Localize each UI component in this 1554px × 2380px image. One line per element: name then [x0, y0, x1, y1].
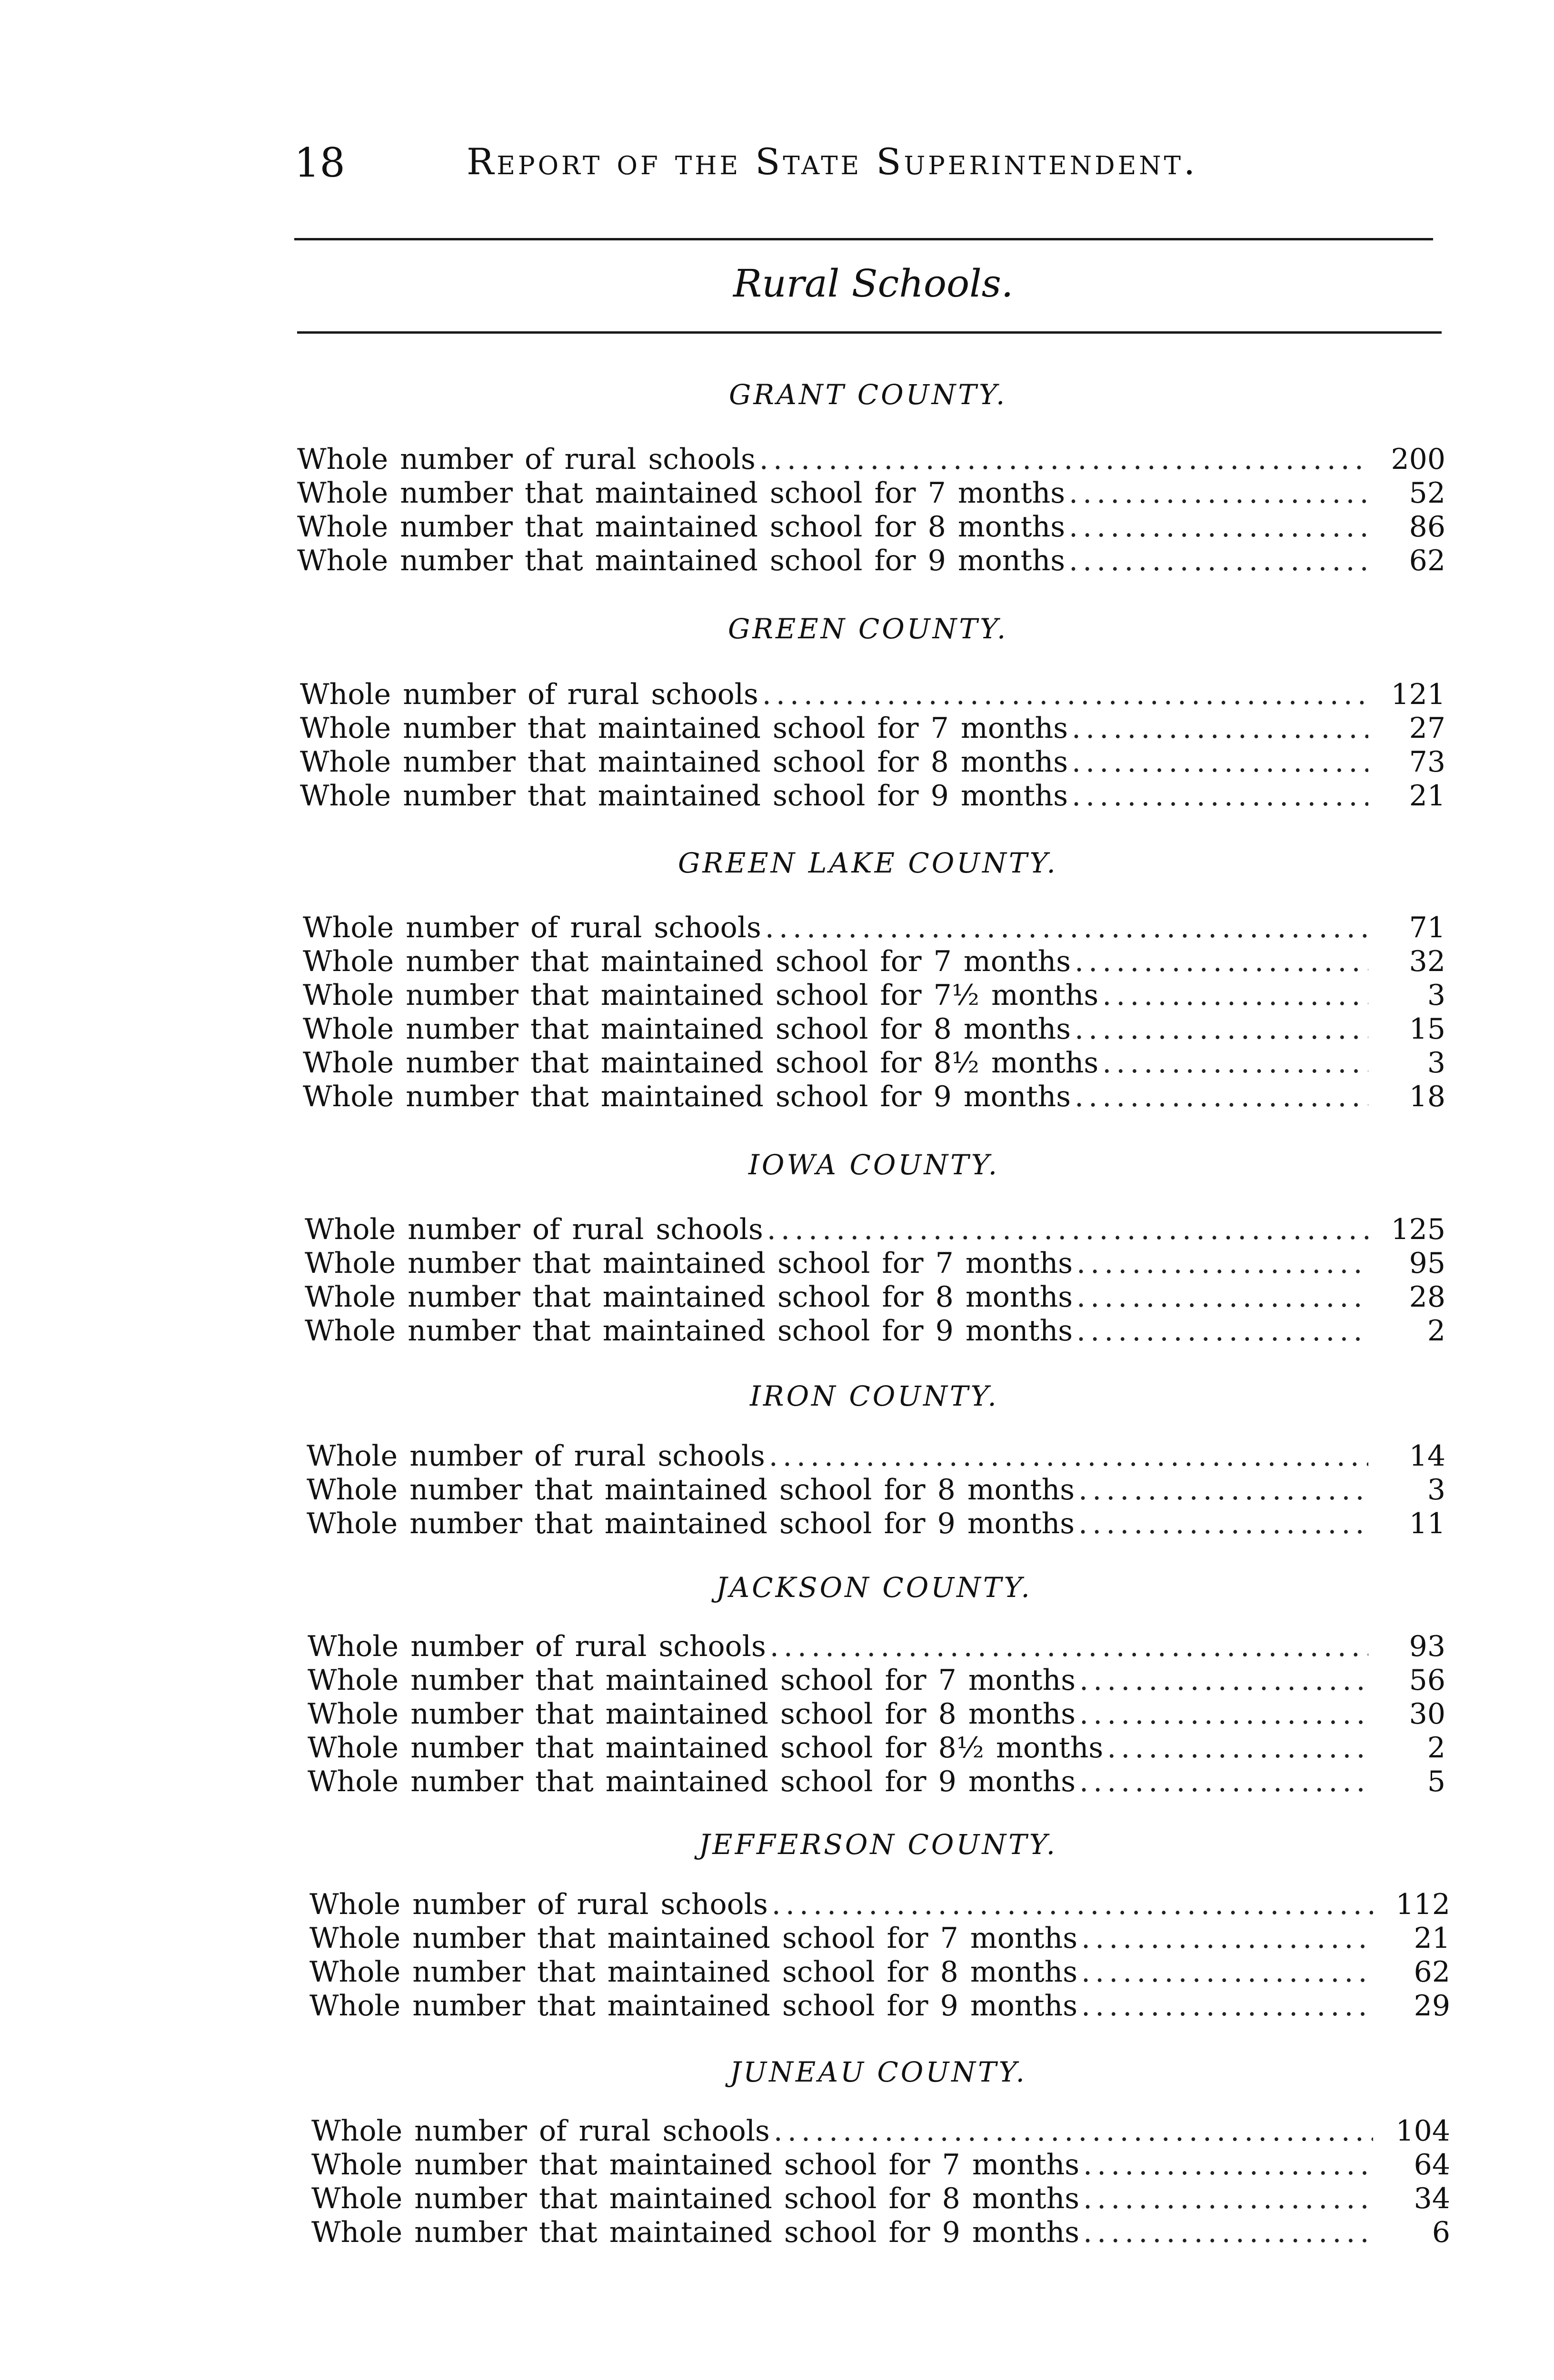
stat-label: Whole number that maintained school for 9 months: [308, 1765, 1076, 1798]
stat-label: Whole number that maintained school for 7 months: [308, 1664, 1076, 1697]
stat-row: [300, 712, 1445, 745]
stat-label: Whole number that maintained school for 9 months: [297, 544, 1066, 577]
dot-leader: [1075, 945, 1368, 978]
stat-label: Whole number that maintained school for 9 months: [300, 779, 1068, 813]
stat-row: [307, 1439, 1445, 1473]
stat-row: [305, 1213, 1445, 1246]
dot-leader: [774, 2114, 1373, 2148]
stat-row: [309, 1922, 1450, 1955]
stat-value: 2: [1427, 1314, 1445, 1348]
stat-row: [303, 979, 1445, 1012]
stat-label: Whole number that maintained school for 9 months: [303, 1080, 1071, 1113]
stat-row: [303, 945, 1445, 978]
stat-row: [305, 1314, 1445, 1348]
stat-label: Whole number that maintained school for 8½ months: [303, 1046, 1099, 1080]
dot-leader: [772, 1888, 1373, 1921]
stat-row: [303, 1080, 1445, 1113]
stat-label: Whole number that maintained school for 8 months: [297, 510, 1066, 544]
stat-row: [311, 2148, 1450, 2182]
stat-value: 32: [1409, 945, 1445, 978]
dot-leader: [769, 1439, 1368, 1473]
stat-row: [311, 2114, 1450, 2148]
stat-value: 15: [1409, 1012, 1445, 1046]
dot-leader: [1076, 1314, 1368, 1348]
dot-leader: [1083, 2182, 1373, 2215]
stat-row: [307, 1473, 1445, 1507]
dot-leader: [1075, 1012, 1368, 1046]
section-title: Rural Schools.: [733, 261, 1014, 306]
stat-row: [307, 1507, 1445, 1540]
dot-leader: [1078, 1473, 1368, 1507]
county-heading: IOWA COUNTY.: [748, 1149, 1000, 1181]
page-number: 18: [294, 139, 345, 186]
stat-label: Whole number of rural schools: [305, 1213, 763, 1246]
stat-value: 95: [1409, 1247, 1445, 1280]
stat-label: Whole number of rural schools: [303, 911, 761, 944]
top-rule: [294, 238, 1433, 240]
stat-row: [309, 1989, 1450, 2023]
dot-leader: [1069, 476, 1368, 510]
stat-value: 14: [1409, 1439, 1445, 1473]
stat-value: 121: [1391, 678, 1445, 711]
stat-value: 104: [1395, 2114, 1450, 2148]
county-heading: IRON COUNTY.: [750, 1380, 999, 1412]
stat-label: Whole number of rural schools: [311, 2114, 770, 2148]
dot-leader: [1078, 1507, 1368, 1540]
running-head: Report of the State Superintendent.: [467, 140, 1198, 183]
stat-row: [308, 1731, 1445, 1765]
county-heading: GREEN LAKE COUNTY.: [678, 847, 1058, 879]
stat-value: 21: [1414, 1922, 1450, 1955]
dot-leader: [1069, 510, 1368, 544]
stat-label: Whole number that maintained school for 8½ months: [308, 1731, 1104, 1765]
stat-label: Whole number that maintained school for 8 months: [300, 745, 1068, 779]
stat-label: Whole number that maintained school for 8 months: [309, 1955, 1078, 1989]
dot-leader: [1076, 1247, 1368, 1280]
stat-value: 11: [1409, 1507, 1445, 1540]
stat-row: [297, 510, 1445, 544]
stat-value: 86: [1409, 510, 1445, 544]
stat-value: 200: [1391, 443, 1445, 476]
stat-row: [308, 1765, 1445, 1798]
county-heading: JEFFERSON COUNTY.: [699, 1828, 1058, 1861]
stat-value: 73: [1409, 745, 1445, 779]
stat-label: Whole number that maintained school for 7 months: [303, 945, 1071, 978]
stat-value: 29: [1414, 1989, 1450, 2023]
stat-label: Whole number of rural schools: [308, 1630, 766, 1663]
stat-row: [297, 476, 1445, 510]
stat-label: Whole number of rural schools: [297, 443, 756, 476]
stat-row: [309, 1888, 1450, 1921]
stat-value: 112: [1395, 1888, 1450, 1921]
stat-value: 28: [1409, 1280, 1445, 1314]
dot-leader: [1107, 1731, 1368, 1765]
stat-label: Whole number that maintained school for 9 months: [311, 2216, 1080, 2249]
county-heading: JUNEAU COUNTY.: [730, 2056, 1027, 2088]
stat-label: Whole number that maintained school for 7½ months: [303, 979, 1099, 1012]
stat-label: Whole number that maintained school for 7 months: [305, 1247, 1073, 1280]
stat-label: Whole number that maintained school for 9 months: [305, 1314, 1073, 1348]
stat-value: 21: [1409, 779, 1445, 813]
stat-label: Whole number that maintained school for 7 months: [297, 476, 1066, 510]
stat-row: [303, 1012, 1445, 1046]
stat-label: Whole number that maintained school for 7 months: [309, 1922, 1078, 1955]
stat-row: [311, 2182, 1450, 2215]
stat-row: [305, 1280, 1445, 1314]
stat-label: Whole number that maintained school for 8 months: [305, 1280, 1073, 1314]
stat-row: [300, 678, 1445, 711]
stat-label: Whole number of rural schools: [307, 1439, 765, 1473]
stat-label: Whole number that maintained school for 7 months: [311, 2148, 1080, 2182]
stat-value: 27: [1409, 712, 1445, 745]
stat-row: [311, 2216, 1450, 2249]
dot-leader: [1079, 1697, 1368, 1731]
stat-label: Whole number of rural schools: [300, 678, 758, 711]
dot-leader: [1083, 2216, 1373, 2249]
stat-value: 62: [1414, 1955, 1450, 1989]
dot-leader: [1075, 1080, 1368, 1113]
dot-leader: [1079, 1765, 1368, 1798]
stat-value: 6: [1432, 2216, 1450, 2249]
dot-leader: [1076, 1280, 1368, 1314]
stat-label: Whole number that maintained school for 9 months: [307, 1507, 1075, 1540]
stat-row: [303, 1046, 1445, 1080]
stat-value: 71: [1409, 911, 1445, 944]
stat-label: Whole number that maintained school for 7 months: [300, 712, 1068, 745]
stat-row: [308, 1630, 1445, 1663]
stat-label: Whole number of rural schools: [309, 1888, 768, 1921]
stat-value: 18: [1409, 1080, 1445, 1113]
stat-row: [300, 779, 1445, 813]
stat-row: [305, 1247, 1445, 1280]
stat-label: Whole number that maintained school for 8 months: [303, 1012, 1071, 1046]
dot-leader: [762, 678, 1368, 711]
stat-value: 64: [1414, 2148, 1450, 2182]
dot-leader: [1102, 979, 1368, 1012]
dot-leader: [1079, 1664, 1368, 1697]
dot-leader: [765, 911, 1368, 944]
stat-value: 30: [1409, 1697, 1445, 1731]
dot-leader: [770, 1630, 1368, 1663]
stat-label: Whole number that maintained school for 8 months: [307, 1473, 1075, 1507]
dot-leader: [1083, 2148, 1373, 2182]
dot-leader: [1072, 712, 1368, 745]
stat-value: 2: [1427, 1731, 1445, 1765]
stat-row: [300, 745, 1445, 779]
dot-leader: [759, 443, 1368, 476]
stat-row: [297, 544, 1445, 577]
stat-value: 34: [1414, 2182, 1450, 2215]
dot-leader: [1081, 1989, 1373, 2023]
dot-leader: [1102, 1046, 1368, 1080]
stat-row: [303, 911, 1445, 944]
dot-leader: [1081, 1922, 1373, 1955]
stat-value: 3: [1427, 979, 1445, 1012]
stat-value: 5: [1427, 1765, 1445, 1798]
stat-value: 125: [1391, 1213, 1445, 1246]
county-heading: JACKSON COUNTY.: [716, 1571, 1032, 1604]
stat-label: Whole number that maintained school for 8 months: [308, 1697, 1076, 1731]
stat-value: 52: [1409, 476, 1445, 510]
stat-value: 3: [1427, 1473, 1445, 1507]
section-rule: [297, 331, 1442, 334]
county-heading: GREEN COUNTY.: [728, 613, 1008, 645]
stat-row: [309, 1955, 1450, 1989]
dot-leader: [1072, 779, 1368, 813]
stat-value: 56: [1409, 1664, 1445, 1697]
stat-label: Whole number that maintained school for 8 months: [311, 2182, 1080, 2215]
stat-row: [308, 1697, 1445, 1731]
stat-value: 62: [1409, 544, 1445, 577]
stat-row: [308, 1664, 1445, 1697]
county-heading: GRANT COUNTY.: [729, 378, 1007, 411]
stat-label: Whole number that maintained school for 9 months: [309, 1989, 1078, 2023]
dot-leader: [1069, 544, 1368, 577]
dot-leader: [1081, 1955, 1373, 1989]
dot-leader: [1072, 745, 1368, 779]
stat-row: [297, 443, 1445, 476]
dot-leader: [767, 1213, 1368, 1246]
stat-value: 93: [1409, 1630, 1445, 1663]
stat-value: 3: [1427, 1046, 1445, 1080]
